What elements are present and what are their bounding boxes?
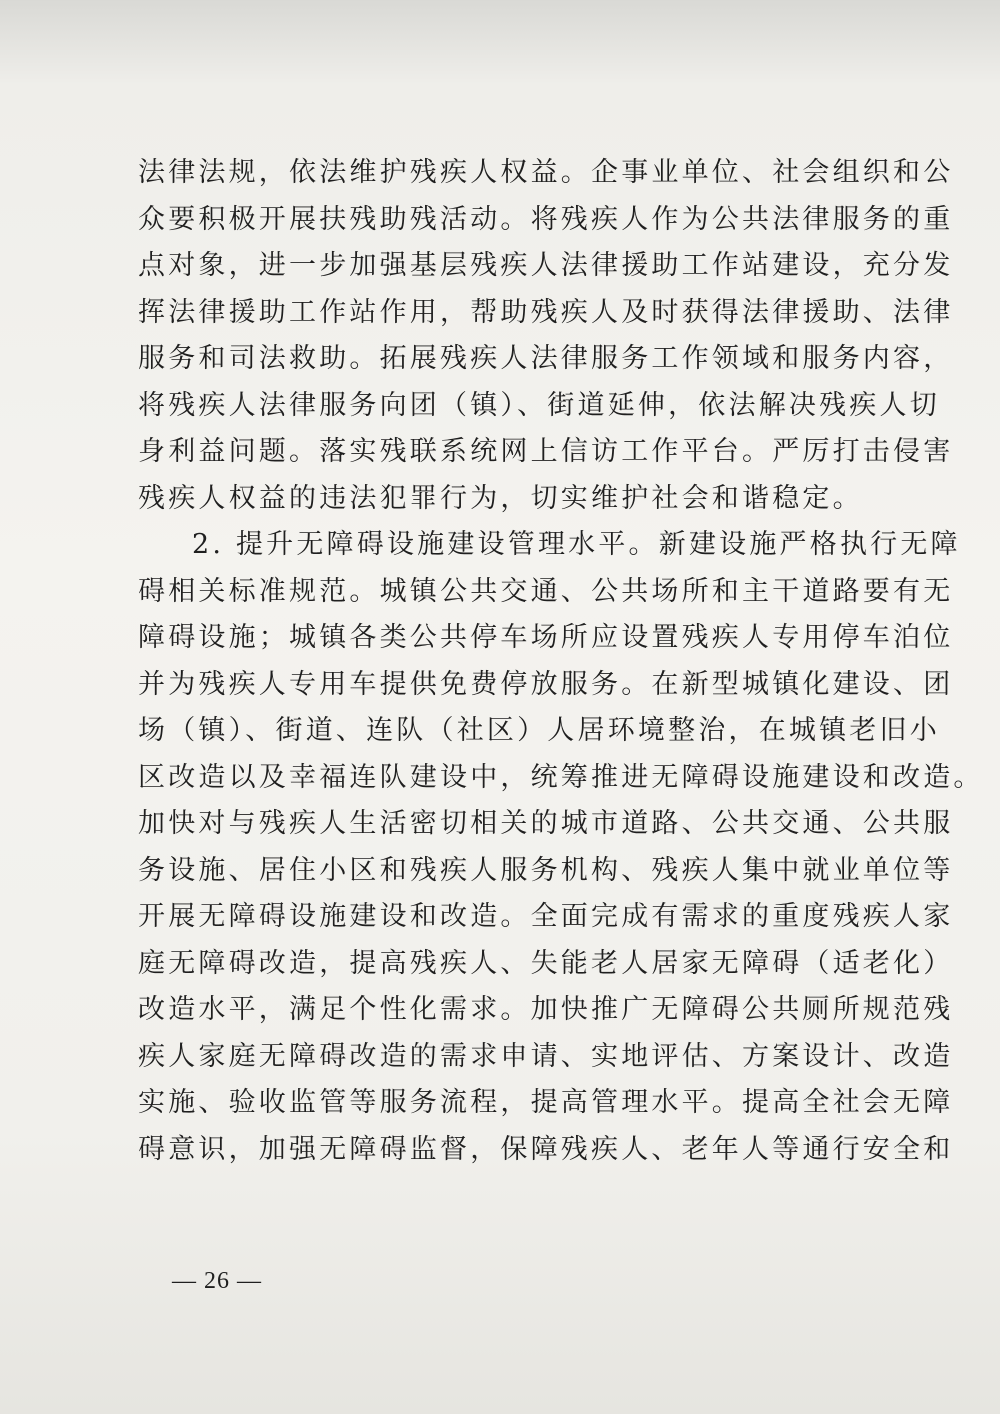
section-heading-line: 2. 提升无障碍设施建设管理水平。新建设施严格执行无障	[192, 529, 961, 560]
text-line: 法律法规，依法维护残疾人权益。企事业单位、社会组织和公	[138, 157, 954, 188]
text-line: 碍意识，加强无障碍监督，保障残疾人、老年人等通行安全和	[138, 1133, 954, 1165]
text-line: 碍相关标准规范。城镇公共交通、公共场所和主干道路要有无	[138, 575, 954, 607]
text-line: 将残疾人法律服务向团（镇）、街道延伸，依法解决残疾人切	[138, 389, 940, 421]
text-line: 区改造以及幸福连队建设中，统筹推进无障碍设施建设和改造。	[138, 761, 984, 793]
text-line: 务设施、居住小区和残疾人服务机构、残疾人集中就业单位等	[138, 854, 954, 886]
text-line: 挥法律援助工作站作用，帮助残疾人及时获得法律援助、法律	[138, 296, 954, 328]
body-text	[138, 150, 984, 1173]
text-line: 点对象，进一步加强基层残疾人法律援助工作站建设，充分发	[138, 250, 954, 281]
text-line: 服务和司法救助。拓展残疾人法律服务工作领域和服务内容，	[138, 343, 954, 374]
text-line: 实施、验收监管等服务流程，提高管理水平。提高全社会无障	[138, 1087, 954, 1118]
text-line: 开展无障碍设施建设和改造。全面完成有需求的重度残疾人家	[138, 901, 954, 932]
text-line: 改造水平，满足个性化需求。加快推广无障碍公共厕所规范残	[138, 994, 954, 1025]
text-line: 身利益问题。落实残联系统网上信访工作平台。严厉打击侵害	[138, 436, 954, 467]
text-line: 并为残疾人专用车提供免费停放服务。在新型城镇化建设、团	[138, 668, 954, 700]
text-line: 众要积极开展扶残助残活动。将残疾人作为公共法律服务的重	[138, 203, 954, 235]
text-line: 残疾人权益的违法犯罪行为，切实维护社会和谐稳定。	[138, 482, 863, 514]
page-number: — 26 —	[172, 1268, 262, 1294]
text-line: 场（镇）、街道、连队（社区）人居环境整治，在城镇老旧小	[138, 715, 940, 746]
text-line: 疾人家庭无障碍改造的需求申请、实地评估、方案设计、改造	[138, 1040, 954, 1072]
text-line: 加快对与残疾人生活密切相关的城市道路、公共交通、公共服	[138, 808, 954, 839]
text-line: 障碍设施；城镇各类公共停车场所应设置残疾人专用停车泊位	[138, 622, 954, 653]
text-line: 庭无障碍改造，提高残疾人、失能老人居家无障碍（适老化）	[138, 947, 954, 979]
